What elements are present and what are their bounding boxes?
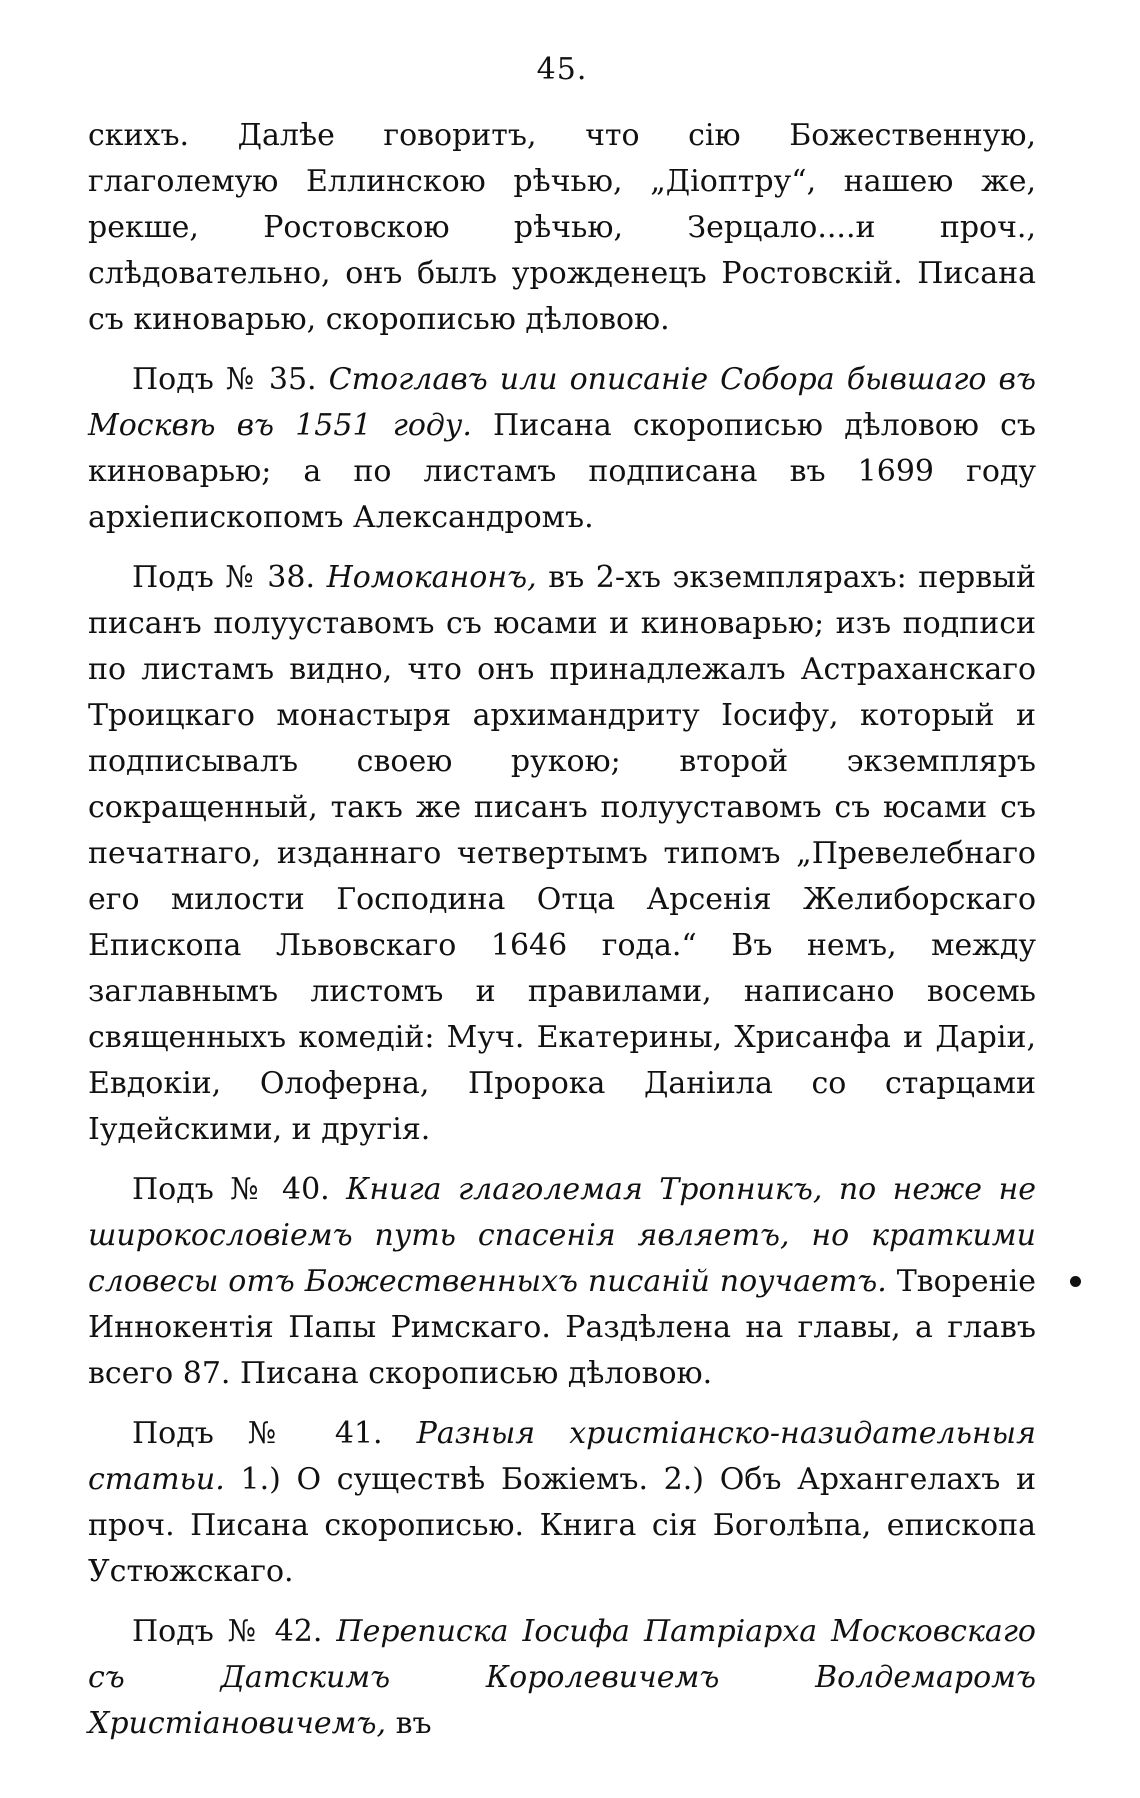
paragraph-text: скихъ. Далѣе говоритъ, что сію Божественную, глаголемую Еллинскою рѣчью, „Діоптру“, нашею же, рекше, Ростовскою рѣчью, Зерцало....и проч., слѣдовательно, онъ былъ урожденецъ Ростовскій. Писана съ киноварью, скорописью дѣловою.	[88, 118, 1036, 337]
entry-number: Подъ № 38.	[132, 560, 327, 595]
entry-number: Подъ № 41.	[132, 1416, 417, 1451]
paragraph-entry-38	[88, 555, 1036, 1153]
page-number: 45.	[536, 52, 588, 87]
paragraph-entry-42	[88, 1609, 1036, 1747]
paragraph-entry-40	[88, 1167, 1036, 1397]
entry-description: Писана скорописью дѣловою съ киноварью; а по листамъ подписана въ 1699 году архіепископомъ Александромъ.	[88, 408, 1037, 535]
entry-number: Подъ № 40.	[132, 1172, 347, 1207]
entry-title: Номоканонъ,	[326, 560, 537, 595]
entry-title: Переписка Іосифа Патріарха Московскаго съ Датскимъ Королевичемъ Волдемаромъ Христіановичемъ,	[88, 1614, 1036, 1741]
paragraph-continuation	[88, 113, 1036, 343]
paragraph-entry-41	[88, 1411, 1036, 1595]
entry-description: 1.) О существѣ Божіемъ. 2.) Объ Архангелахъ и проч. Писана скорописью. Книга сія Боголѣпа, епископа Устюжскаго.	[88, 1462, 1036, 1589]
entry-number: Подъ № 35.	[132, 362, 329, 397]
entry-title: Стоглавъ или описаніе Собора бывшаго въ Москвѣ въ 1551 году.	[88, 362, 1036, 443]
entry-title: Книга глаголемая Тропникъ, по неже не широкословіемъ путь спасенія являетъ, но краткими словесы отъ Божественныхъ писаній поучаетъ.	[88, 1172, 1036, 1299]
entry-description: въ 2-хъ экземплярахъ: первый писанъ полууставомъ съ юсами и киноварью; изъ подписи по листамъ видно, что онъ принадлежалъ Астраханскаго Троицкаго монастыря архимандриту Іосифу, который и подписывалъ своею рукою; второй экземпляръ сокращенный, такъ же писанъ полууставомъ съ юсами съ печатнаго, изданнаго четвертымъ типомъ „Превелебнаго его милости Господина Отца Арсенія Желиборскаго Епископа Львовскаго 1646 года.“ Въ немъ, между заглавнымъ листомъ и правилами, написано восемь священныхъ комедій: Муч. Екатерины, Хрисанфа и Даріи, Евдокіи, Олоферна, Пророка Даніила со старцами Іудейскими, и другія.	[88, 560, 1036, 1147]
entry-title: Разныя христіанско-назидательныя статьи.	[88, 1416, 1036, 1497]
entry-description: Твореніе Иннокентія Папы Римскаго. Раздѣлена на главы, а главъ всего 87. Писана скорописью дѣловою.	[88, 1264, 1036, 1391]
paragraph-entry-35	[88, 357, 1036, 541]
entry-description: въ	[386, 1706, 432, 1741]
margin-ink-dot	[1070, 1276, 1081, 1287]
entry-number: Подъ № 42.	[132, 1614, 337, 1649]
